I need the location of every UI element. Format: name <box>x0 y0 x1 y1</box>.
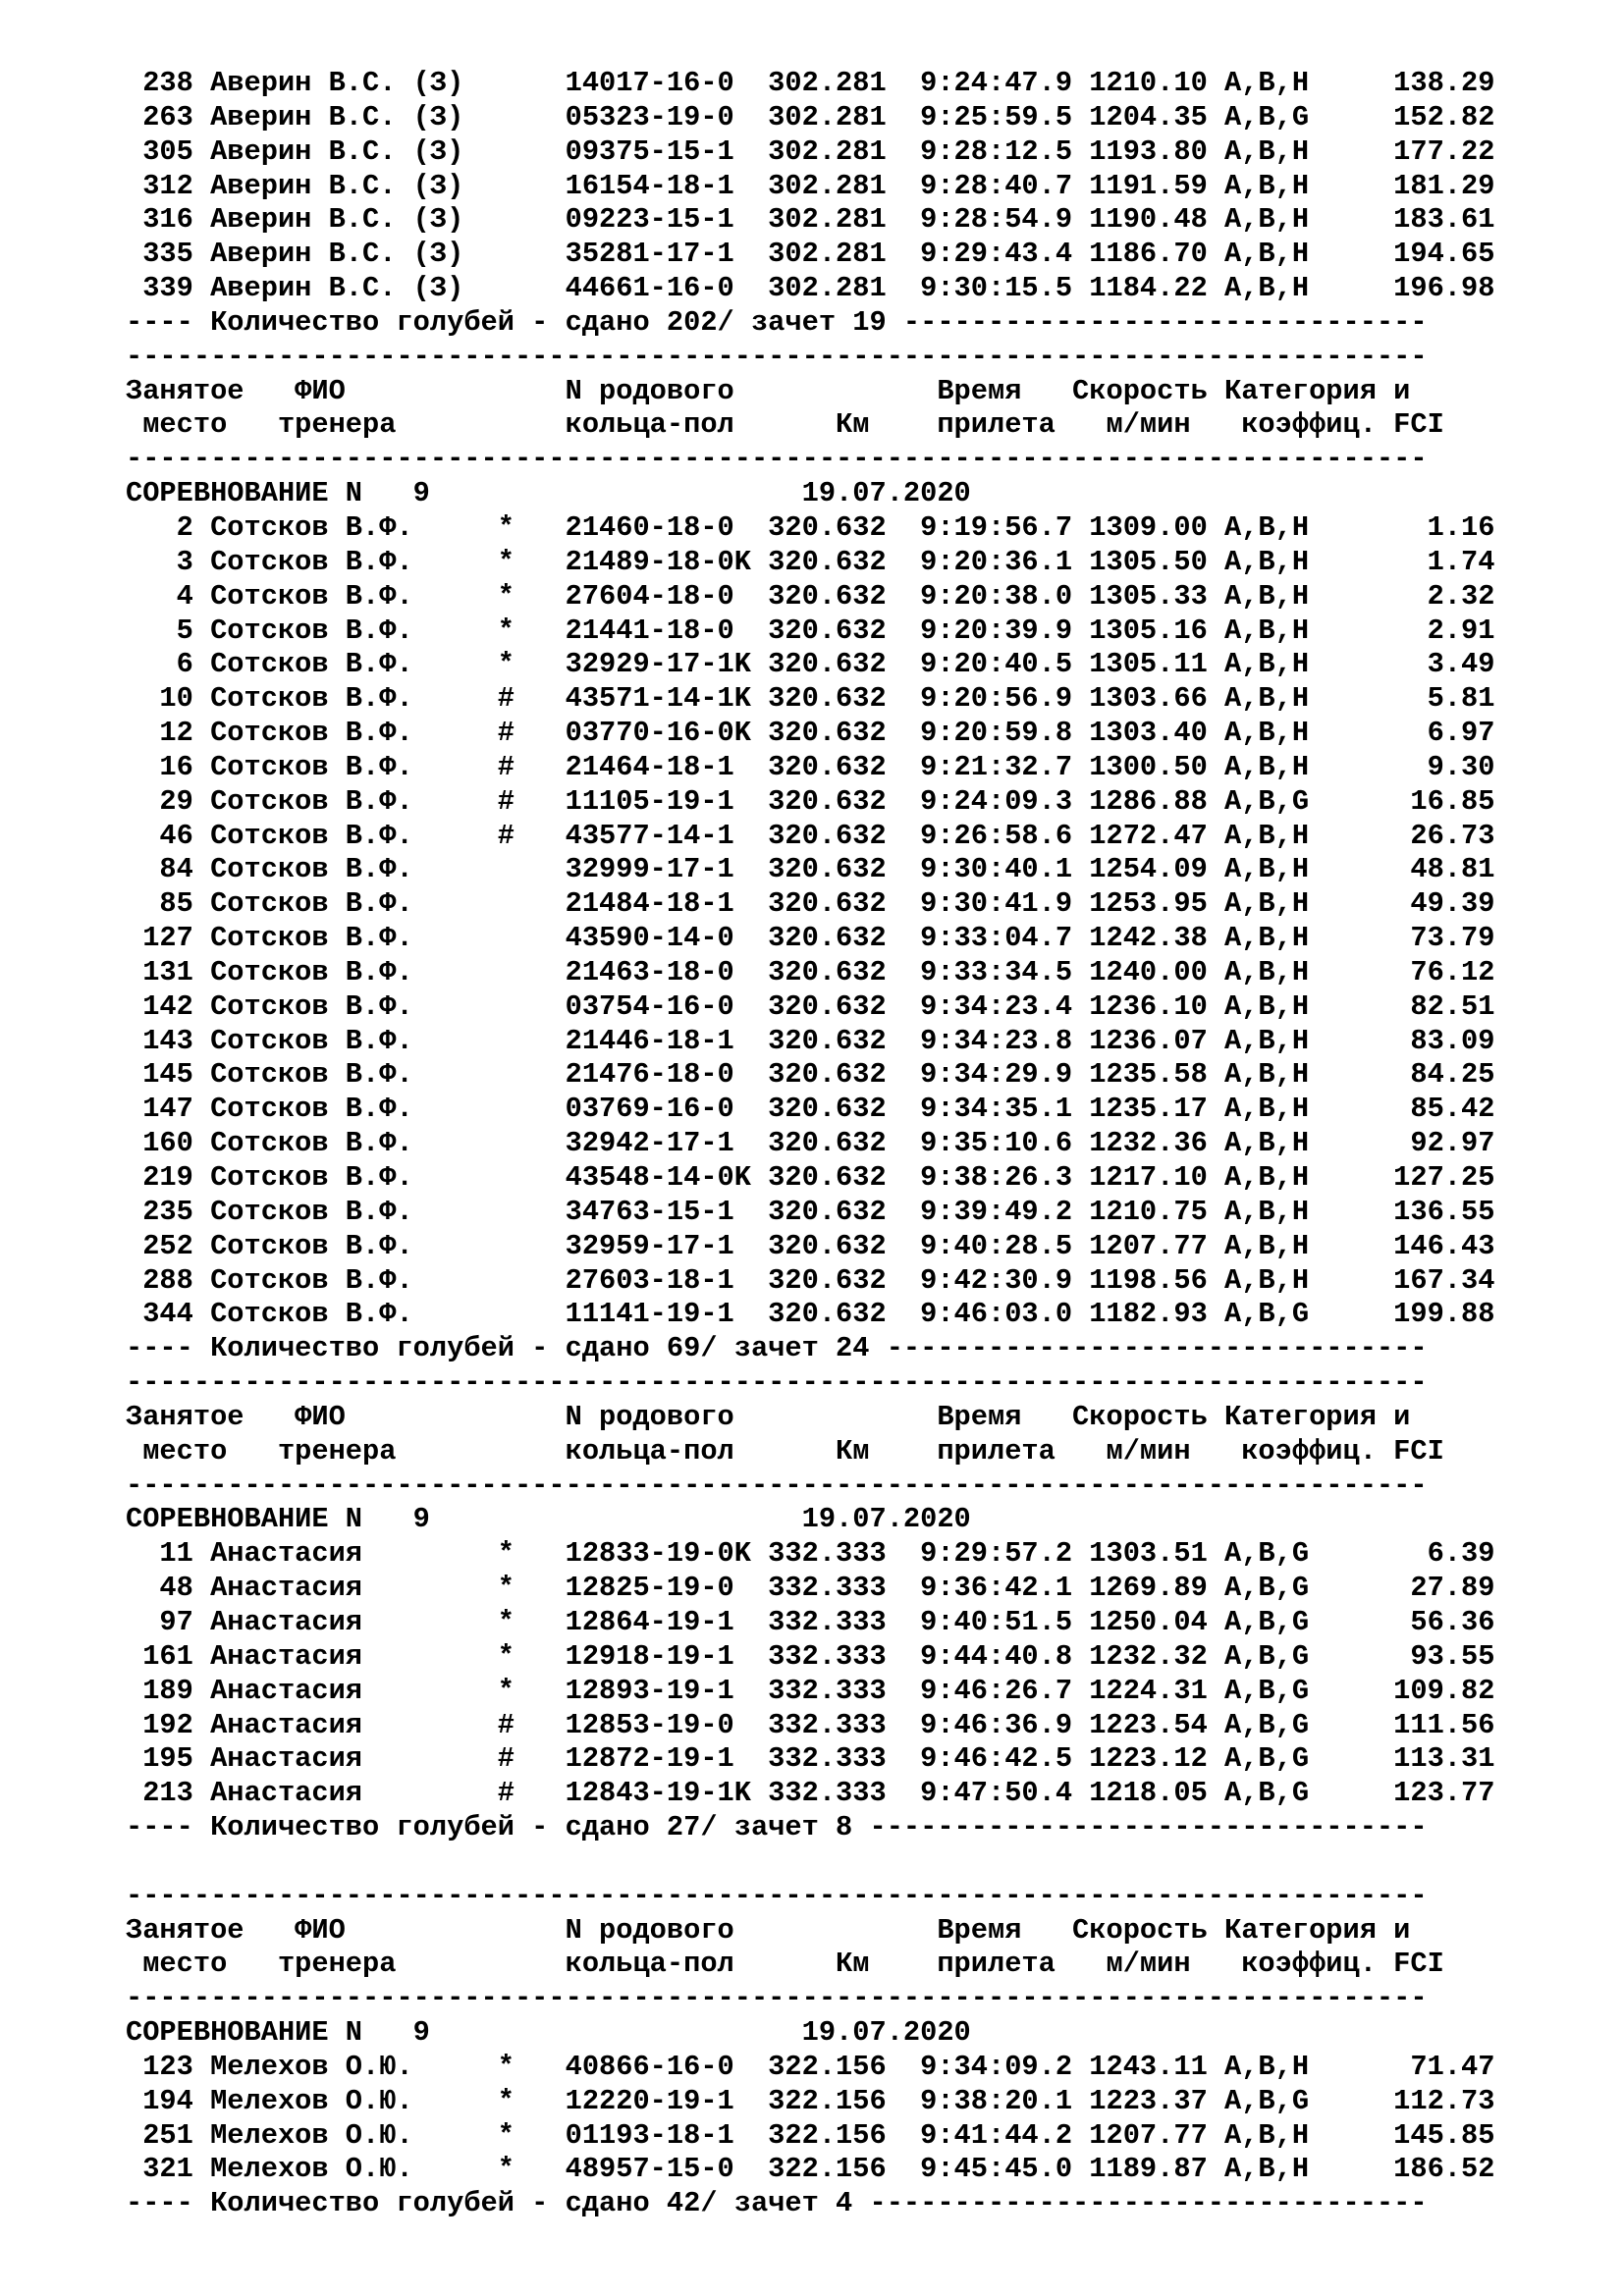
result-row: 127 Сотсков В.Ф. 43590-14-0 320.632 9:33:04.7 1242.38 A,B,H 73.79 <box>126 922 1495 955</box>
result-row: 194 Мелехов О.Ю. * 12220-19-1 322.156 9:38:20.1 1223.37 A,B,G 112.73 <box>126 2084 1495 2117</box>
result-row: 339 Аверин В.С. (З) 44661-16-0 302.281 9:30:15.5 1184.22 A,B,H 196.98 <box>126 272 1495 305</box>
separator-rule: ----------------------------------------------------------------------------- <box>126 340 1428 373</box>
result-row: 252 Сотсков В.Ф. 32959-17-1 320.632 9:40:28.5 1207.77 A,B,H 146.43 <box>126 1229 1495 1262</box>
result-row: 189 Анастасия * 12893-19-1 332.333 9:46:26.7 1224.31 A,B,G 109.82 <box>126 1674 1495 1707</box>
result-row: 5 Сотсков В.Ф. * 21441-18-0 320.632 9:20:39.9 1305.16 A,B,H 2.91 <box>126 614 1495 647</box>
result-row: 97 Анастасия * 12864-19-1 332.333 9:40:51.5 1250.04 A,B,G 56.36 <box>126 1605 1495 1638</box>
section-summary: ---- Количество голубей - сдано 27/ зачет 8 --------------------------------- <box>126 1811 1428 1844</box>
result-row: 335 Аверин В.С. (З) 35281-17-1 302.281 9:29:43.4 1186.70 A,B,H 194.65 <box>126 238 1495 271</box>
result-row: 219 Сотсков В.Ф. 43548-14-0K 320.632 9:38:26.3 1217.10 A,B,H 127.25 <box>126 1161 1495 1194</box>
result-row: 251 Мелехов О.Ю. * 01193-18-1 322.156 9:41:44.2 1207.77 A,B,H 145.85 <box>126 2118 1495 2152</box>
result-row: 12 Сотсков В.Ф. # 03770-16-0K 320.632 9:20:59.8 1303.40 A,B,H 6.97 <box>126 717 1495 750</box>
result-row: 321 Мелехов О.Ю. * 48957-15-0 322.156 9:45:45.0 1189.87 A,B,H 186.52 <box>126 2153 1495 2186</box>
results-report <box>126 67 1494 2221</box>
result-row: 46 Сотсков В.Ф. # 43577-14-1 320.632 9:26:58.6 1272.47 A,B,H 26.73 <box>126 819 1495 852</box>
column-header-line-2: место тренера кольца-пол Км прилета м/мин коэффиц. FCI <box>126 1434 1444 1468</box>
result-row: 4 Сотсков В.Ф. * 27604-18-0 320.632 9:20:38.0 1305.33 A,B,H 2.32 <box>126 579 1495 613</box>
column-header-line-1: Занятое ФИО N родового Время Скорость Категория и <box>126 1913 1411 1947</box>
result-row: 2 Сотсков В.Ф. * 21460-18-0 320.632 9:19:56.7 1309.00 A,B,H 1.16 <box>126 510 1495 544</box>
result-row: 145 Сотсков В.Ф. 21476-18-0 320.632 9:34:29.9 1235.58 A,B,H 84.25 <box>126 1058 1495 1092</box>
separator-rule: ----------------------------------------------------------------------------- <box>126 443 1428 476</box>
column-header-line-1: Занятое ФИО N родового Время Скорость Категория и <box>126 1400 1411 1433</box>
competition-line: СОРЕВНОВАНИЕ N 9 19.07.2020 <box>126 2016 971 2050</box>
result-row: 192 Анастасия # 12853-19-0 332.333 9:46:36.9 1223.54 A,B,G 111.56 <box>126 1708 1495 1741</box>
result-row: 312 Аверин В.С. (З) 16154-18-1 302.281 9:28:40.7 1191.59 A,B,H 181.29 <box>126 169 1495 202</box>
blank-line <box>126 1845 1494 1880</box>
section-summary: ---- Количество голубей - сдано 42/ зачет 4 --------------------------------- <box>126 2187 1428 2220</box>
result-row: 316 Аверин В.С. (З) 09223-15-1 302.281 9:28:54.9 1190.48 A,B,H 183.61 <box>126 203 1495 237</box>
result-row: 235 Сотсков В.Ф. 34763-15-1 320.632 9:39:49.2 1210.75 A,B,H 136.55 <box>126 1195 1495 1228</box>
result-row: 195 Анастасия # 12872-19-1 332.333 9:46:42.5 1223.12 A,B,G 113.31 <box>126 1742 1495 1776</box>
result-row: 160 Сотсков В.Ф. 32942-17-1 320.632 9:35:10.6 1232.36 A,B,H 92.97 <box>126 1127 1495 1160</box>
result-row: 85 Сотсков В.Ф. 21484-18-1 320.632 9:30:41.9 1253.95 A,B,H 49.39 <box>126 887 1495 921</box>
column-header-line-2: место тренера кольца-пол Км прилета м/мин коэффиц. FCI <box>126 408 1444 442</box>
result-row: 131 Сотсков В.Ф. 21463-18-0 320.632 9:33:34.5 1240.00 A,B,H 76.12 <box>126 955 1495 988</box>
result-row: 147 Сотсков В.Ф. 03769-16-0 320.632 9:34:35.1 1235.17 A,B,H 85.42 <box>126 1093 1495 1126</box>
result-row: 213 Анастасия # 12843-19-1K 332.333 9:47:50.4 1218.05 A,B,G 123.77 <box>126 1777 1495 1810</box>
column-header-line-1: Занятое ФИО N родового Время Скорость Категория и <box>126 374 1411 407</box>
result-row: 123 Мелехов О.Ю. * 40866-16-0 322.156 9:34:09.2 1243.11 A,B,H 71.47 <box>126 2050 1495 2083</box>
competition-line: СОРЕВНОВАНИЕ N 9 19.07.2020 <box>126 1503 971 1536</box>
column-header-line-2: место тренера кольца-пол Км прилета м/мин коэффиц. FCI <box>126 1948 1444 1981</box>
result-row: 3 Сотсков В.Ф. * 21489-18-0K 320.632 9:20:36.1 1305.50 A,B,H 1.74 <box>126 545 1495 578</box>
separator-rule: ----------------------------------------------------------------------------- <box>126 1982 1428 2015</box>
result-row: 263 Аверин В.С. (З) 05323-19-0 302.281 9:25:59.5 1204.35 A,B,G 152.82 <box>126 100 1495 133</box>
section-summary: ---- Количество голубей - сдано 202/ зачет 19 ------------------------------- <box>126 305 1428 339</box>
competition-line: СОРЕВНОВАНИЕ N 9 19.07.2020 <box>126 477 971 510</box>
result-row: 48 Анастасия * 12825-19-0 332.333 9:36:42.1 1269.89 A,B,G 27.89 <box>126 1572 1495 1605</box>
separator-rule: ----------------------------------------------------------------------------- <box>126 1879 1428 1912</box>
result-row: 29 Сотсков В.Ф. # 11105-19-1 320.632 9:24:09.3 1286.88 A,B,G 16.85 <box>126 784 1495 818</box>
result-row: 143 Сотсков В.Ф. 21446-18-1 320.632 9:34:23.8 1236.07 A,B,H 83.09 <box>126 1024 1495 1057</box>
result-row: 238 Аверин В.С. (З) 14017-16-0 302.281 9:24:47.9 1210.10 A,B,H 138.29 <box>126 67 1495 99</box>
result-row: 16 Сотсков В.Ф. # 21464-18-1 320.632 9:21:32.7 1300.50 A,B,H 9.30 <box>126 750 1495 783</box>
result-row: 344 Сотсков В.Ф. 11141-19-1 320.632 9:46:03.0 1182.93 A,B,G 199.88 <box>126 1298 1495 1331</box>
result-row: 10 Сотсков В.Ф. # 43571-14-1K 320.632 9:20:56.9 1303.66 A,B,H 5.81 <box>126 682 1495 716</box>
result-row: 6 Сотсков В.Ф. * 32929-17-1K 320.632 9:20:40.5 1305.11 A,B,H 3.49 <box>126 648 1495 681</box>
result-row: 161 Анастасия * 12918-19-1 332.333 9:44:40.8 1232.32 A,B,G 93.55 <box>126 1639 1495 1673</box>
separator-rule: ----------------------------------------------------------------------------- <box>126 1366 1428 1400</box>
result-row: 288 Сотсков В.Ф. 27603-18-1 320.632 9:42:30.9 1198.56 A,B,H 167.34 <box>126 1263 1495 1297</box>
result-row: 84 Сотсков В.Ф. 32999-17-1 320.632 9:30:40.1 1254.09 A,B,H 48.81 <box>126 853 1495 886</box>
result-row: 305 Аверин В.С. (З) 09375-15-1 302.281 9:28:12.5 1193.80 A,B,H 177.22 <box>126 134 1495 168</box>
separator-rule: ----------------------------------------------------------------------------- <box>126 1468 1428 1502</box>
result-row: 11 Анастасия * 12833-19-0K 332.333 9:29:57.2 1303.51 A,B,G 6.39 <box>126 1537 1495 1571</box>
result-row: 142 Сотсков В.Ф. 03754-16-0 320.632 9:34:23.4 1236.10 A,B,H 82.51 <box>126 989 1495 1023</box>
section-summary: ---- Количество голубей - сдано 69/ зачет 24 -------------------------------- <box>126 1332 1428 1365</box>
